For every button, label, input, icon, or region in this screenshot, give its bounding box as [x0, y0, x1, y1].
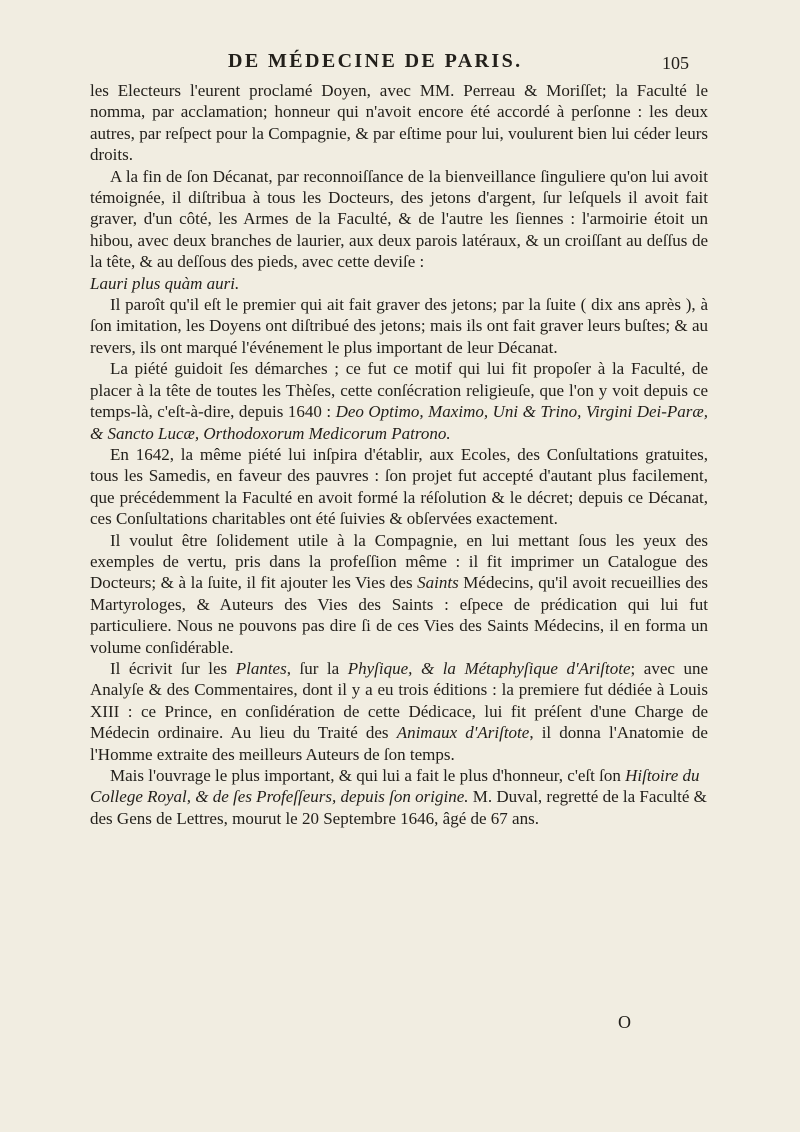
text-run: les Electeurs l'eurent proclamé Doyen, avec MM. Perreau & Moriſſet; la Faculté le nomma, par acclamation; honneur qui n'avoit encore été accordé à perſonne : les deux autres, par reſpect pour la Compagnie, & par eſtime pour lui, voulurent bien lui céder leurs droits. [90, 81, 708, 165]
text-run: ; avec une Analyſe & des Commentaires, dont il y a eu trois éditions : la premiere fut dédiée à Louis XIII : ce Prince, en conſidération de cette Dédicace, lui fit préſent d'une Charge de Médecin ordinaire. Au lieu du Traité des [90, 658, 709, 743]
italic-text: Plantes [235, 658, 287, 678]
paragraph [90, 530, 708, 658]
italic-text: Animaux d'Ariſtote [396, 723, 530, 743]
text-run: Il voulut être ſolidement utile à la Compagnie, en lui mettant ſous les yeux des exemples de vertu, pris dans la profeſſion même : il fit imprimer un Catalogue des Docteurs; & à la ſuite, il fit ajouter les Vies des [90, 530, 708, 593]
paragraph [90, 294, 708, 358]
text-run: Mais l'ouvrage le plus important, & qui lui a fait le plus d'honneur, c'eſt ſon [110, 766, 626, 785]
text-run: , il donna l'Anatomie de l'Homme extraite des meilleurs Auteurs de ſon temps. [90, 723, 708, 764]
text-run: Il écrivit ſur les [110, 658, 236, 678]
text-run: Médecins, qu'il avoit recueillies des Martyrologes, & Auteurs des Vies des Saints : eſpece de prédication qui lui fut particuliere. Nous ne pouvons pas dire ſi de ces Vies des Saints Médecins, il en forma un volume conſidérable. [90, 573, 708, 657]
italic-text: Deo Optimo, Maximo, Uni & Trino, Virgini Dei-Paræ, & Sancto Lucæ, Orthodoxorum Medicorum Patrono. [90, 402, 709, 443]
italic-text: Hiſtoire du College Royal, & de ſes Profeſſeurs, depuis ſon origine. [90, 766, 700, 807]
text-run: M. Duval, regretté de la Faculté & des Gens de Lettres, mourut le 20 Septembre 1646, âgé de 67 ans. [90, 787, 707, 828]
catchword: O [618, 1012, 631, 1032]
text-run: A la fin de ſon Décanat, par reconnoiſſance de la bienveillance ſinguliere qu'on lui avoit témoignée, il diſtribua à tous les Docteurs, des jetons d'argent, ſur leſquels il avoit fait graver, d'un côté, les Armes de la Faculté, & de l'autre les ſiennes : l'armoirie étoit un hibou, avec deux branches de laurier, aux deux parois latéraux, & un croiſſant au deſſus de la tête, & au deſſous des pieds, avec cette deviſe : [90, 166, 708, 272]
italic-text: Saints [417, 573, 459, 593]
paragraph [90, 358, 708, 444]
page-number: 105 [662, 53, 689, 73]
body-text [90, 80, 708, 829]
motto [90, 273, 708, 294]
paragraph [90, 166, 708, 273]
paragraph [90, 444, 708, 530]
text-run: En 1642, la même piété lui inſpira d'établir, aux Ecoles, des Conſultations gratuites, tous les Samedis, en faveur des pauvres : ſon projet fut accepté d'autant plus facilement, que précédemment la Faculté en avoit formé la réſolution & le décret; depuis ce Décanat, ces Conſultations charitables ont été ſuivies & obſervées exactement. [90, 444, 708, 529]
text-run: , ſur la [286, 658, 348, 678]
paragraph [90, 658, 708, 765]
italic-text: Phyſique, & la Métaphyſique d'Ariſtote [347, 658, 631, 678]
paragraph [90, 765, 708, 829]
italic-text: Lauri plus quàm auri. [90, 273, 240, 293]
text-run: La piété guidoit ſes démarches ; ce fut ce motif qui lui fit propoſer à la Faculté, de placer à la tête de toutes les Thèſes, cette conſécration religieuſe, que l'on y voit depuis ce temps-là, c'eſt-à-dire, depuis 1640 : [90, 359, 708, 422]
text-run: Il paroît qu'il eſt le premier qui ait fait graver des jetons; par la ſuite ( dix ans après ), à ſon imitation, les Doyens ont diſtribué des jetons; mais ils ont fait graver leurs buſtes; & au revers, ils ont marqué l'événement le plus important de leur Décanat. [90, 295, 708, 357]
paragraph [90, 80, 708, 166]
running-title: DE MÉDECINE DE PARIS. [228, 50, 523, 72]
